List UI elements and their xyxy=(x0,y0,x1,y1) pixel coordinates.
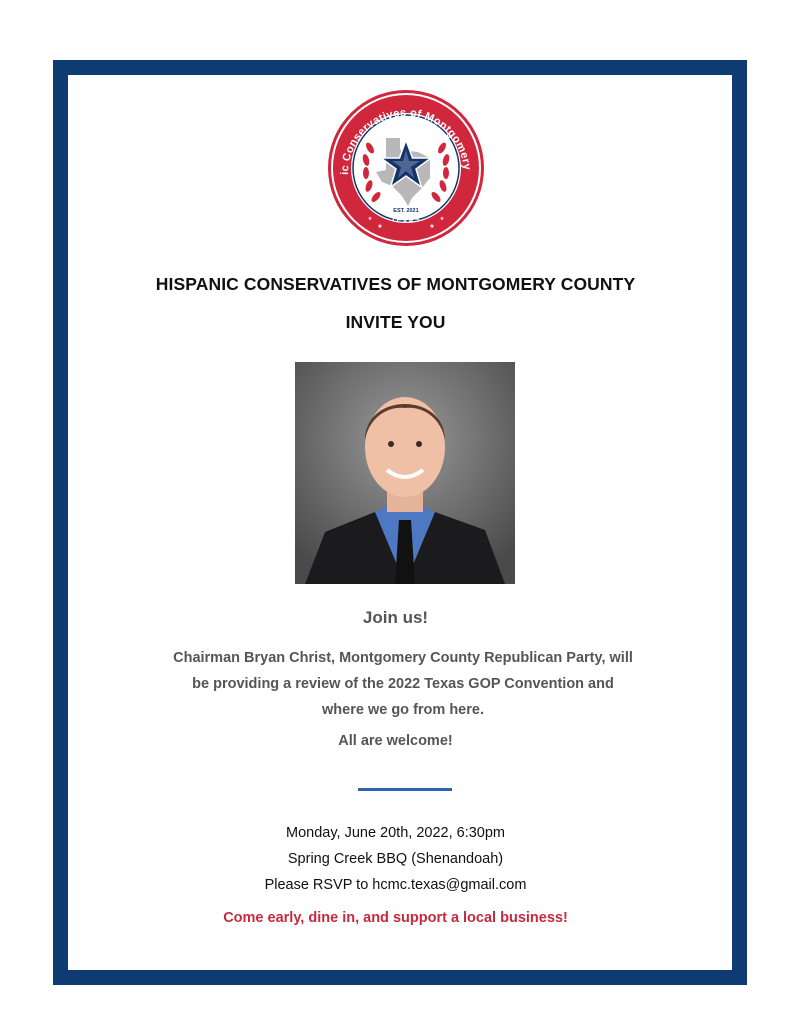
event-venue: Spring Creek BBQ (Shenandoah) xyxy=(287,851,504,867)
svg-text:★: ★ xyxy=(367,216,373,222)
logo-est-text: EST. 2021 xyxy=(393,208,419,214)
tagline: Come early, dine in, and support a local business! xyxy=(223,910,568,926)
header-organization-name: HISPANIC CONSERVATIVES OF MONTGOMERY COUNTY xyxy=(155,274,636,294)
header-invite: INVITE YOU xyxy=(345,312,446,332)
rsvp-line: Please RSVP to hcmc.texas@gmail.com xyxy=(264,877,527,893)
join-us-heading: Join us! xyxy=(362,608,429,627)
event-description: Chairman Bryan Christ, Montgomery County Republican Party, will be providing a review of the 2022 Texas GOP Convention and where we go from here. xyxy=(173,650,633,718)
speaker-photo xyxy=(295,362,515,584)
section-divider xyxy=(358,788,452,791)
event-datetime: Monday, June 20th, 2022, 6:30pm xyxy=(286,825,505,841)
svg-text:★: ★ xyxy=(429,224,435,230)
logo-state-text: TEXAS xyxy=(390,215,422,225)
welcome-text: All are welcome! xyxy=(338,733,453,749)
svg-text:★: ★ xyxy=(377,224,383,230)
event-details xyxy=(0,820,791,898)
svg-text:★: ★ xyxy=(439,216,445,222)
organization-logo xyxy=(326,88,486,248)
logo-ring-text: ic Conservatives of Montgomery xyxy=(338,106,473,175)
